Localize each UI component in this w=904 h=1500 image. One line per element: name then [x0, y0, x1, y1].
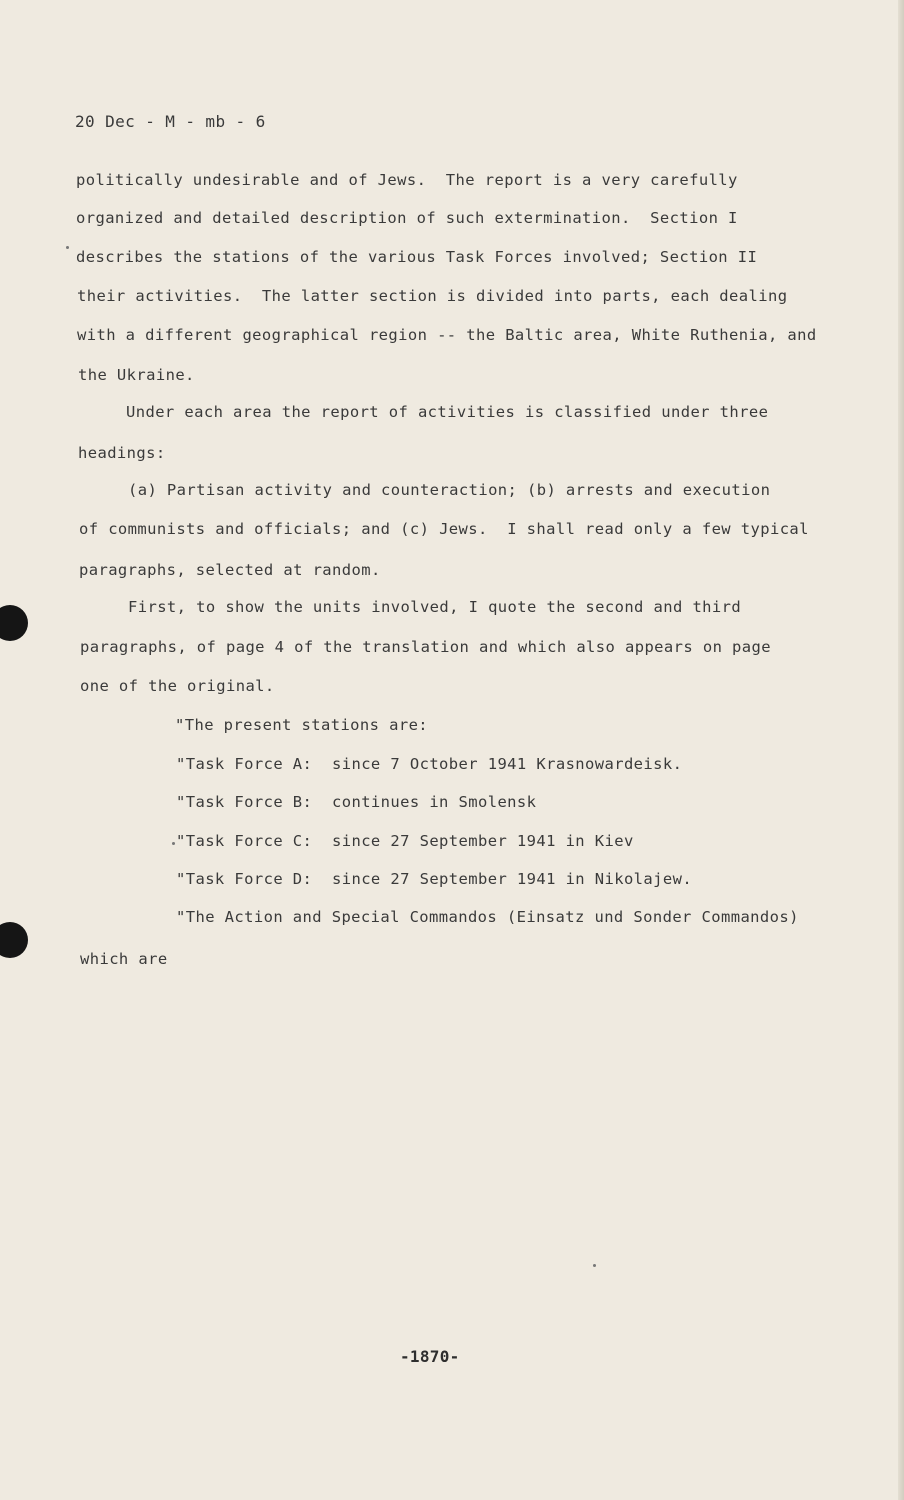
- body-line: their activities. The latter section is divided into parts, each dealing: [77, 287, 788, 305]
- body-line: (a) Partisan activity and counteraction; (b) arrests and execution: [128, 481, 771, 499]
- body-line: with a different geographical region -- the Baltic area, White Ruthenia, and: [77, 326, 817, 344]
- paper-speck: [66, 246, 69, 249]
- quote-commandos: "The Action and Special Commandos (Einsatz und Sonder Commandos): [176, 908, 799, 926]
- body-line: politically undesirable and of Jews. The report is a very carefully: [76, 171, 738, 189]
- body-line: Under each area the report of activities is classified under three: [126, 403, 769, 421]
- task-force-text: since 27 September 1941 in Kiev: [332, 832, 634, 850]
- quote-intro: "The present stations are:: [175, 716, 429, 734]
- body-line: paragraphs, of page 4 of the translation and which also appears on page: [80, 638, 771, 656]
- paper-speck: [172, 842, 175, 845]
- page-number: -1870-: [400, 1347, 460, 1366]
- task-force-label: "Task Force D:: [176, 870, 313, 888]
- page-edge: [898, 0, 904, 1500]
- punch-hole-upper: [0, 605, 28, 641]
- task-force-text: continues in Smolensk: [332, 793, 537, 811]
- task-force-label: "Task Force B:: [176, 793, 313, 811]
- task-force-label: "Task Force A:: [176, 755, 313, 773]
- punch-hole-lower: [0, 922, 28, 958]
- task-force-label: "Task Force C:: [176, 832, 313, 850]
- task-force-text: since 27 September 1941 in Nikolajew.: [332, 870, 693, 888]
- closing-line: which are: [80, 950, 168, 968]
- body-line: one of the original.: [80, 677, 275, 695]
- body-line: First, to show the units involved, I quote the second and third: [128, 598, 742, 616]
- body-line: describes the stations of the various Task Forces involved; Section II: [76, 248, 758, 266]
- task-force-row: [176, 792, 536, 812]
- task-force-text: since 7 October 1941 Krasnowardeisk.: [332, 755, 683, 773]
- page-header: 20 Dec - M - mb - 6: [75, 112, 266, 131]
- task-force-row: [176, 754, 682, 774]
- body-line: the Ukraine.: [78, 366, 195, 384]
- body-line: headings:: [78, 444, 166, 462]
- task-force-row: [176, 831, 634, 851]
- task-force-row: [176, 869, 692, 889]
- body-line: organized and detailed description of such extermination. Section I: [76, 209, 738, 227]
- paper-speck: [593, 1264, 596, 1267]
- body-line: of communists and officials; and (c) Jews. I shall read only a few typical: [79, 520, 809, 538]
- body-line: paragraphs, selected at random.: [79, 561, 381, 579]
